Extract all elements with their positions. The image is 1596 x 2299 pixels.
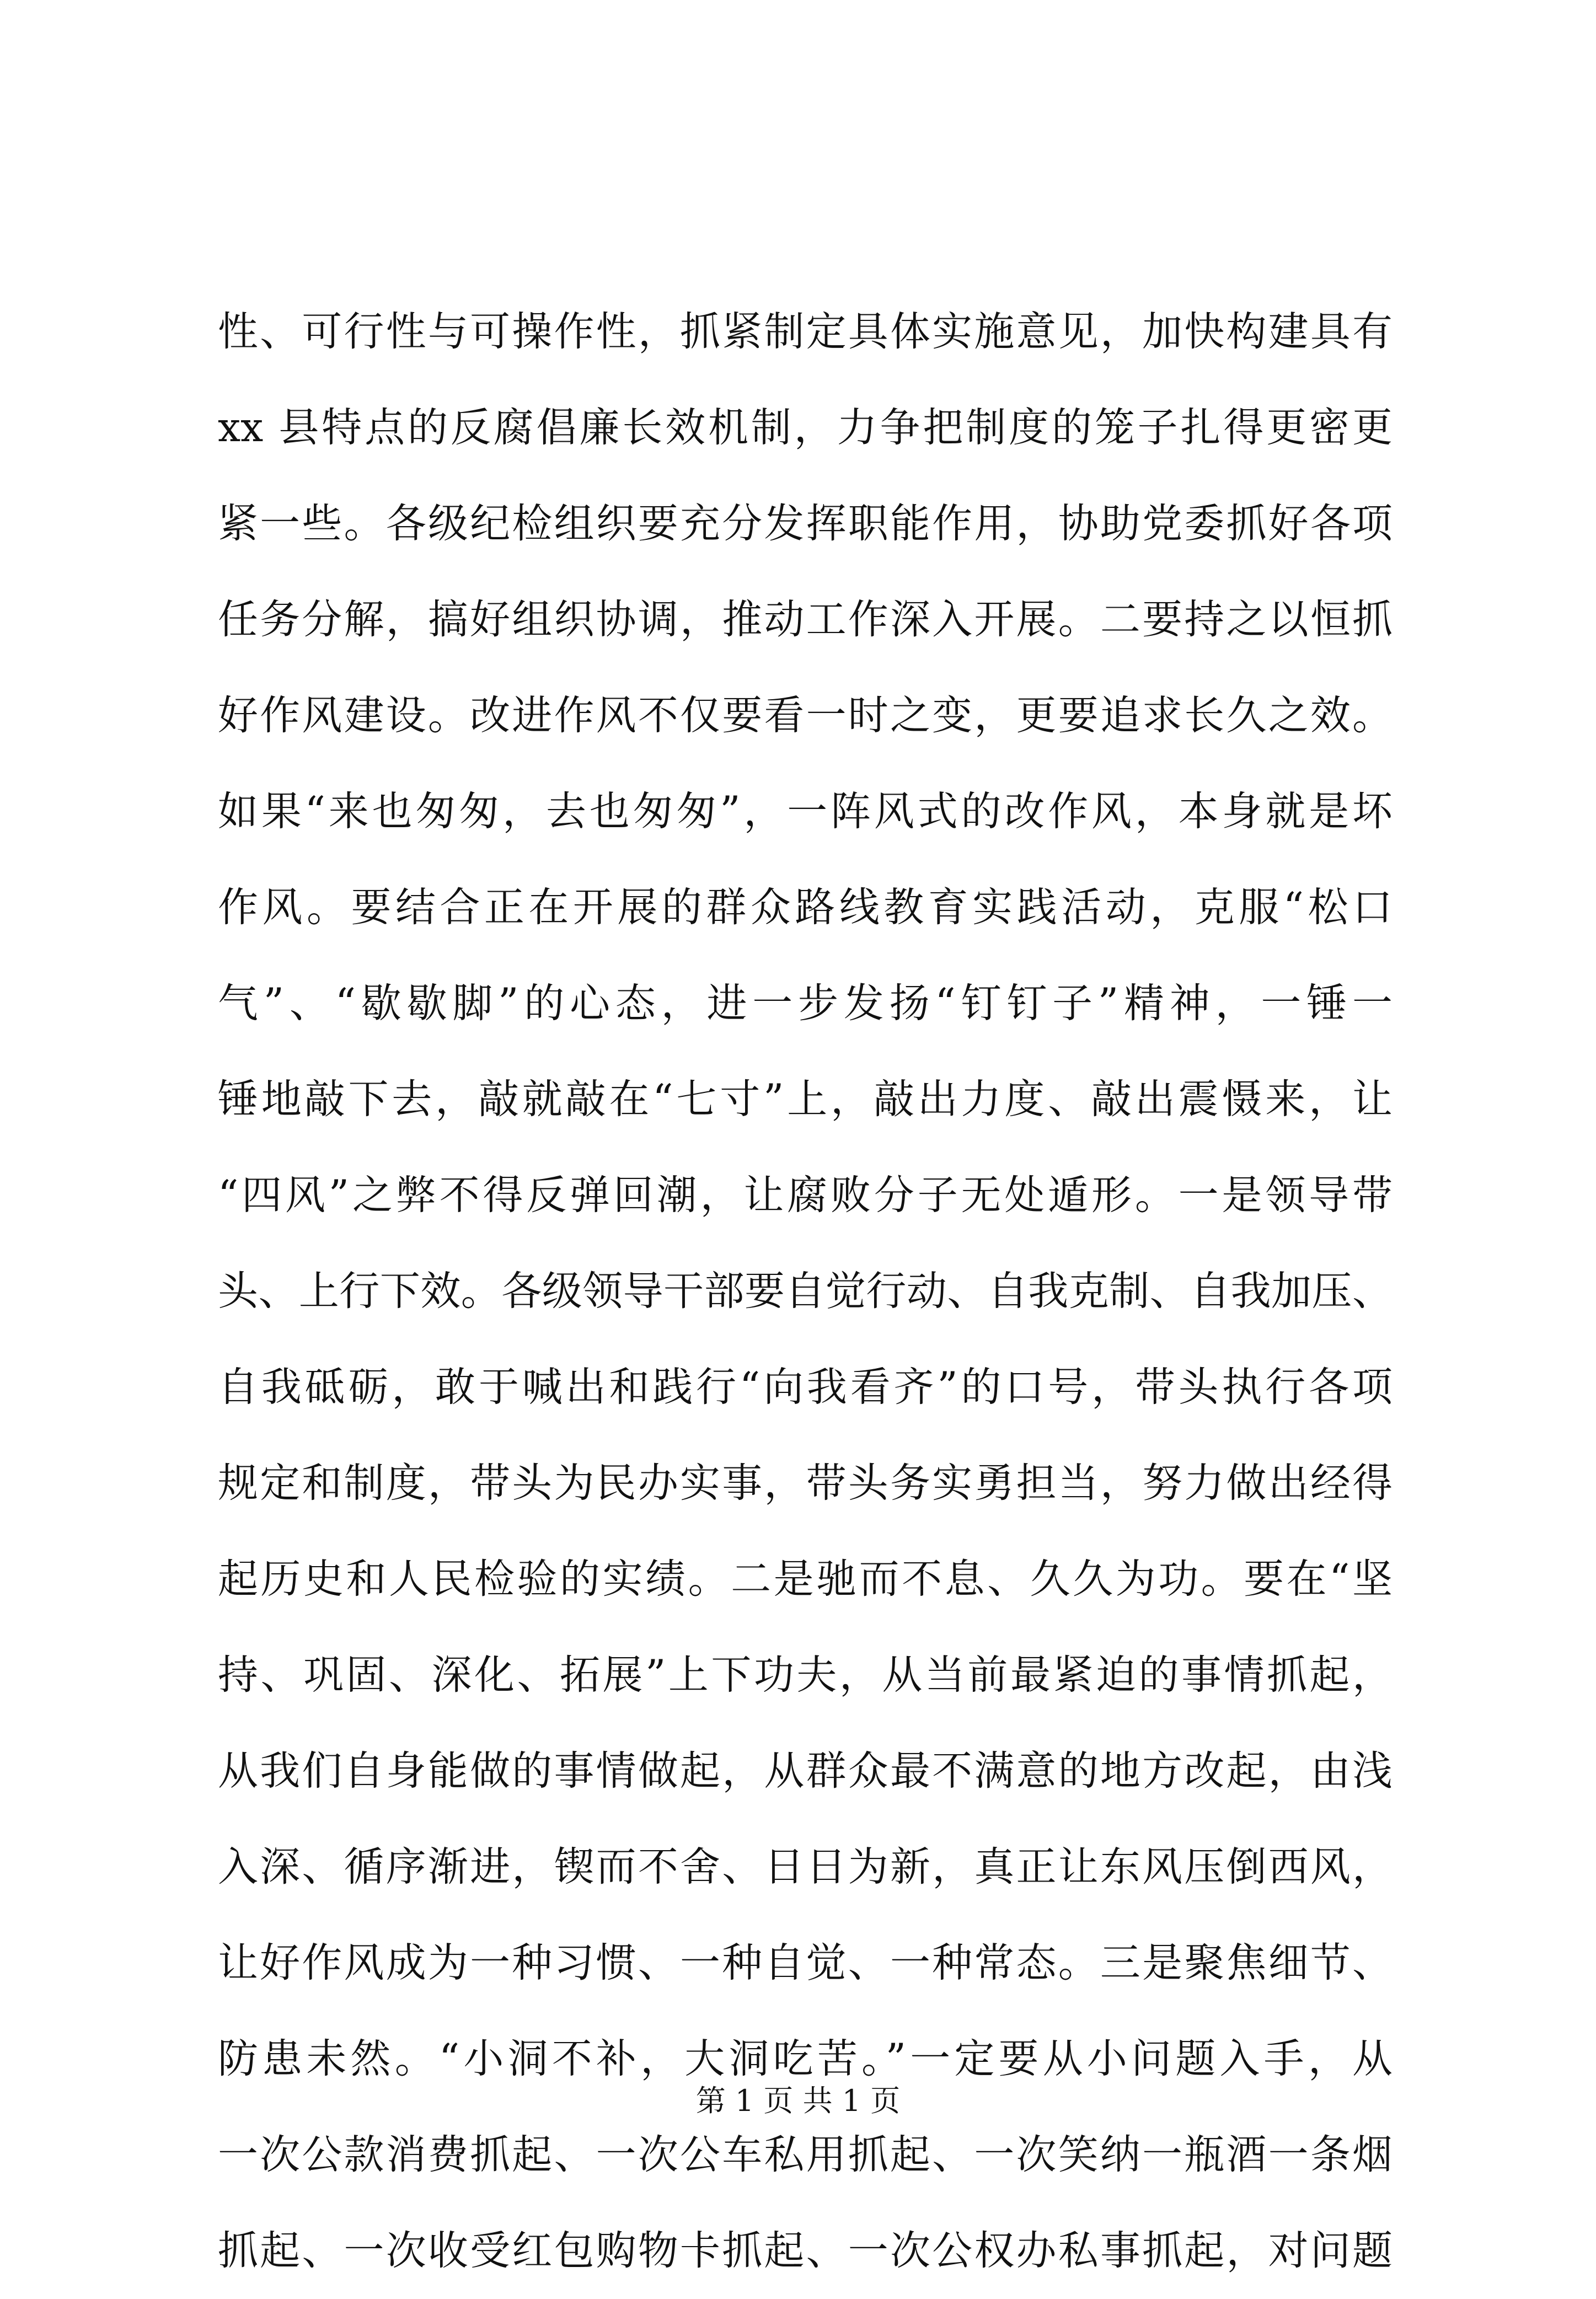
text-line: 入深、循序渐进，锲而不舍、日日为新，真正让东风压倒西风， (218, 1844, 1393, 1890)
text-line: 气”、“歇歇脚”的心态，进一步发扬“钉钉子”精神，一锤一 (218, 980, 1393, 1027)
text-line: 从我们自身能做的事情做起，从群众最不满意的地方改起，由浅 (218, 1748, 1393, 1794)
text-line: 防患未然。“小洞不补，大洞吃苦。”一定要从小问题入手，从 (218, 2035, 1393, 2082)
text-line: “四风”之弊不得反弹回潮，让腐败分子无处遁形。一是领导带 (218, 1172, 1393, 1219)
text-line: 好作风建设。改进作风不仅要看一时之变，更要追求长久之效。 (218, 692, 1393, 739)
text-line: 抓起、一次收受红包购物卡抓起、一次公权办私事抓起，对问题 (218, 2227, 1393, 2274)
text-line: 持、巩固、深化、拓展”上下功夫，从当前最紧迫的事情抓起， (218, 1652, 1393, 1698)
text-line: 头、上行下效。各级领导干部要自觉行动、自我克制、自我加压、 (218, 1268, 1393, 1315)
text-line: 起历史和人民检验的实绩。二是驰而不息、久久为功。要在“坚 (218, 1556, 1393, 1603)
body-text (218, 284, 1393, 2299)
text-line: 性、可行性与可操作性，抓紧制定具体实施意见，加快构建具有 (218, 308, 1393, 355)
text-line: 让好作风成为一种习惯、一种自觉、一种常态。三是聚焦细节、 (218, 1939, 1393, 1986)
text-line: 规定和制度，带头为民办实事，带头务实勇担当，努力做出经得 (218, 1460, 1393, 1507)
text-line: xx 县特点的反腐倡廉长效机制，力争把制度的笼子扎得更密更 (218, 404, 1393, 451)
text-line: 锤地敲下去，敲就敲在“七寸”上，敲出力度、敲出震慑来，让 (218, 1076, 1393, 1123)
text-line: 作风。要结合正在开展的群众路线教育实践活动，克服“松口 (218, 884, 1393, 931)
text-line: 一次公款消费抓起、一次公车私用抓起、一次笑纳一瓶酒一条烟 (218, 2131, 1393, 2178)
text-line: 紧一些。各级纪检组织要充分发挥职能作用，协助党委抓好各项 (218, 500, 1393, 547)
text-line: 如果“来也匆匆，去也匆匆”，一阵风式的改作风，本身就是坏 (218, 788, 1393, 835)
text-line: 任务分解，搞好组织协调，推动工作深入开展。二要持之以恒抓 (218, 596, 1393, 643)
page-footer: 第 1 页 共 1 页 (695, 2083, 901, 2118)
text-line: 自我砥砺，敢于喊出和践行“向我看齐”的口号，带头执行各项 (218, 1364, 1393, 1411)
